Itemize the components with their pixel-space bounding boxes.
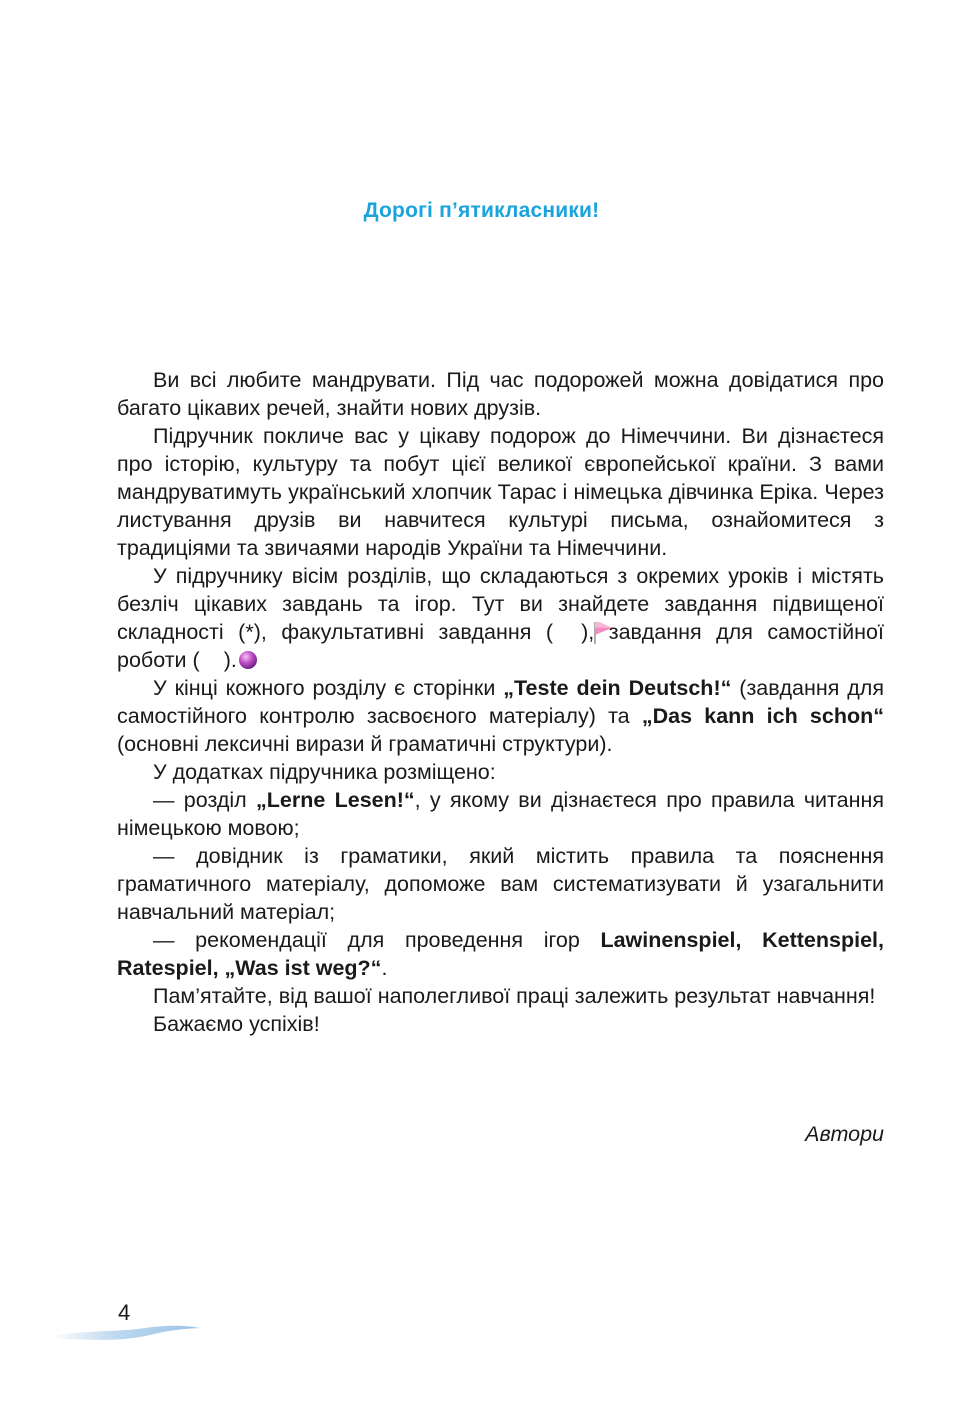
list-item: — довідник із граматики, який містить правила та пояснення граматичного матеріалу, допоможе вам систематизувати й узагальнити навчальний матеріал; — [117, 844, 884, 924]
lerne-lesen-label: „Lerne Lesen!“ — [256, 788, 415, 812]
ball-icon — [201, 649, 223, 671]
text-fragment: ), завдання для самостійної роботи ( — [117, 620, 884, 672]
paragraph-remember: Пам’ятайте, від вашої наполегливої праці залежить результат навчання! — [153, 984, 876, 1008]
list-item: — розділ „Lerne Lesen!“, у якому ви дізнаєтеся про правила читання німецькою мовою; — [117, 788, 885, 840]
signature: Автори — [805, 1122, 884, 1146]
flag-icon — [554, 619, 580, 645]
page-number: 4 — [118, 1300, 131, 1325]
das-kann-ich-schon-label: „Das kann ich schon“ — [641, 704, 884, 728]
paragraph-wishes: Бажаємо успіхів! — [153, 1012, 320, 1036]
page-title: Дорогі п’ятикласники! — [363, 199, 600, 222]
text-fragment: ). — [223, 648, 237, 672]
text-fragment: У підручнику вісім розділів, що складаються з окремих уроків і містять безліч цікавих завдань та ігор. Тут ви знайдете завдання підвищеної складності (*), факультативні завдання ( — [117, 564, 884, 644]
paragraph-appendix: У додатках підручника розміщено: — [153, 760, 496, 784]
paragraph-intro: Ви всі любите мандрувати. Під час подорожей можна довідатися про багато цікавих речей, знайти нових друзів. — [117, 368, 884, 420]
games-label: Lawinenspiel, Kettenspiel, Ratespiel, „Was ist weg?“ — [117, 928, 884, 980]
paragraph-pages: У кінці кожного розділу є сторінки „Teste dein Deutsch!“ (завдання для самостійного контролю засвоєного матеріалу) та „Das kann ich schon“ (основні лексичні вирази й граматичні структури). — [117, 676, 884, 756]
teste-dein-deutsch-label: „Teste dein Deutsch!“ — [503, 676, 732, 700]
paragraph-structure — [117, 562, 884, 674]
list-item: — рекомендації для проведення ігор Lawinenspiel, Kettenspiel, Ratespiel, „Was ist weg?“. — [117, 928, 884, 980]
body-text — [117, 366, 884, 1038]
page-swoosh-decoration — [50, 1322, 205, 1346]
paragraph-textbook: Підручник покличе вас у цікаву подорож до Німеччини. Ви дізнаєтеся про історію, культуру та побут цієї великої європейської країни. З вами мандруватимуть український хлопчик Тарас і німецька дівчинка Еріка. Через листування друзів ви навчитеся культурі письма, ознайомитеся з традиціями та звичаями народів України та Німеччини. — [117, 424, 884, 560]
